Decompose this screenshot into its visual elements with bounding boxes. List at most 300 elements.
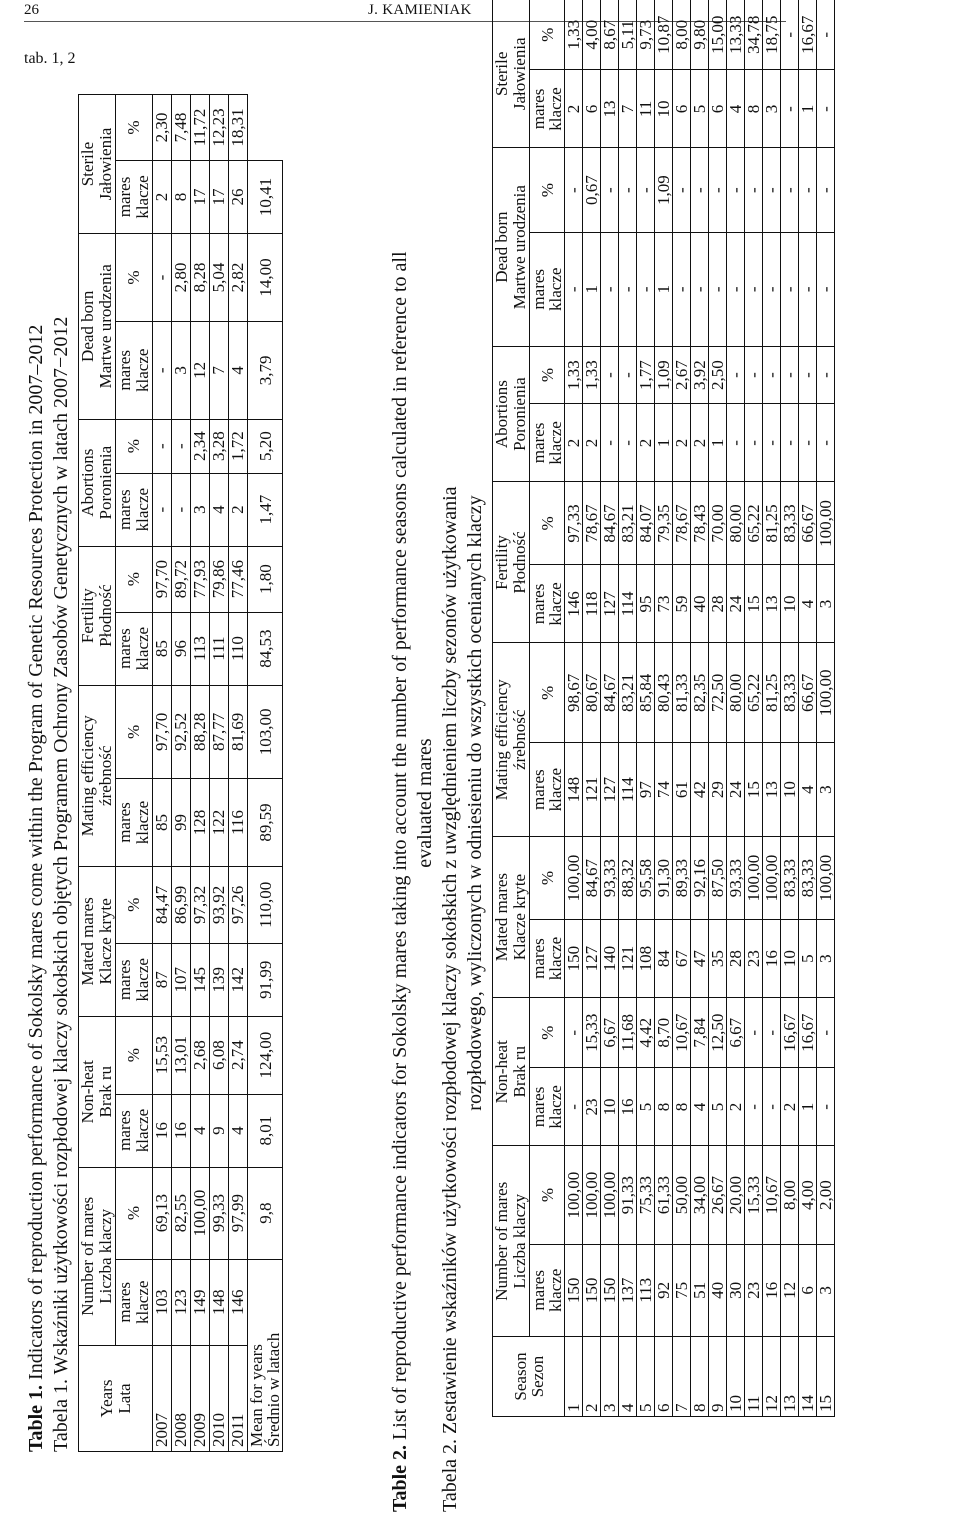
table-cell: 16,67: [799, 0, 817, 70]
table-cell: 28: [727, 920, 745, 998]
table-cell: 23: [745, 920, 763, 998]
table-cell: 2: [153, 160, 172, 233]
table-cell: 100,00: [817, 837, 835, 920]
table-row: [763, 0, 781, 1417]
group-header-en: Dead born: [492, 211, 511, 283]
table-cell: -: [673, 148, 691, 232]
table-cell: 26,67: [709, 1146, 727, 1244]
sub-klacze: klacze: [133, 348, 152, 393]
table-cell: 18,75: [763, 0, 781, 70]
table1: [78, 94, 283, 1452]
table-cell: 78,43: [691, 482, 709, 565]
table-cell: -: [745, 148, 763, 232]
table-cell: -: [153, 473, 172, 546]
table2: [492, 0, 835, 1417]
table-cell: 83,33: [781, 837, 799, 920]
table-cell: 66,67: [799, 643, 817, 743]
table-cell: -: [763, 1068, 781, 1146]
mean-cell: 124,00: [248, 1016, 283, 1094]
table-cell: 97: [637, 743, 655, 837]
table-cell: 100,00: [745, 837, 763, 920]
table-cell: -: [781, 232, 799, 346]
table-cell: 2: [691, 404, 709, 482]
table-cell: 40: [691, 565, 709, 643]
table-cell: 91,33: [619, 1146, 637, 1244]
table-row: [709, 0, 727, 1417]
table-cell: 6: [709, 70, 727, 148]
sub-klacze: klacze: [546, 936, 565, 981]
table-cell: 127: [583, 920, 601, 998]
table-row: [727, 0, 745, 1417]
table-cell: 77,93: [191, 546, 210, 612]
sub-mares: mares: [115, 959, 134, 1001]
sub-header-mares: [530, 920, 565, 998]
sub-header-pct: %: [530, 1146, 565, 1244]
table-cell: 13,33: [727, 0, 745, 70]
sub-header-pct: %: [116, 95, 153, 161]
table-cell: 17: [210, 160, 229, 233]
table-cell: 88,28: [191, 685, 210, 778]
table-row: [673, 0, 691, 1417]
table-cell: 146: [229, 1259, 248, 1345]
mean-cell: 8,01: [248, 1094, 283, 1167]
table-cell: 23: [583, 1068, 601, 1146]
sub-klacze: klacze: [133, 800, 152, 845]
table2-caption-en-2: evaluated mares: [414, 738, 436, 868]
table-cell: 10,67: [673, 998, 691, 1068]
table-cell: -: [619, 346, 637, 404]
table-cell: 1,09: [655, 346, 673, 404]
table-cell: 8: [673, 1068, 691, 1146]
season-cell: 8: [691, 1337, 709, 1417]
table-cell: 97,99: [229, 1167, 248, 1259]
table-cell: 100,00: [565, 837, 583, 920]
group-header-pl: Liczba klaczy: [510, 1193, 529, 1289]
table-cell: -: [709, 232, 727, 346]
table-cell: -: [763, 148, 781, 232]
table-row: [691, 0, 709, 1417]
sub-header-pct: %: [116, 685, 153, 778]
table-cell: -: [601, 404, 619, 482]
table-cell: 9,73: [637, 0, 655, 70]
table-cell: 8,00: [673, 0, 691, 70]
mean-cell: 103,00: [248, 685, 283, 778]
table-cell: 7,84: [691, 998, 709, 1068]
sub-header-mares: [116, 612, 153, 685]
table-cell: 92,52: [172, 685, 191, 778]
mean-cell: 84,53: [248, 612, 283, 685]
table-cell: 8: [172, 160, 191, 233]
table-cell: 2: [583, 404, 601, 482]
sub-header-pct: %: [530, 482, 565, 565]
table-cell: 1: [655, 232, 673, 346]
group-header-pl: źrebność: [96, 745, 115, 806]
sub-header-mares: [530, 1244, 565, 1336]
table-cell: 1,77: [637, 346, 655, 404]
table-cell: 15,33: [745, 1146, 763, 1244]
table-cell: 1: [655, 404, 673, 482]
table-cell: 34,78: [745, 0, 763, 70]
table-row: [565, 0, 583, 1417]
sub-mares: mares: [115, 350, 134, 391]
table-cell: 98,67: [565, 643, 583, 743]
table-cell: 13: [601, 70, 619, 148]
group-header-pl: Martwe urodzenia: [96, 264, 115, 389]
table-row: [781, 0, 799, 1417]
group-header: [79, 866, 116, 1016]
table-cell: 93,33: [601, 837, 619, 920]
table1-caption: [24, 94, 74, 1452]
table-cell: 1: [709, 404, 727, 482]
table-cell: 16,67: [781, 998, 799, 1068]
table2-season-header: Season Sezon: [493, 1337, 565, 1417]
group-header: [493, 998, 530, 1146]
table-cell: 2,82: [229, 234, 248, 322]
table-cell: 3: [763, 70, 781, 148]
sub-header-mares: [116, 1094, 153, 1167]
table-cell: 16: [153, 1094, 172, 1167]
sub-header-mares: [530, 565, 565, 643]
sub-header-pct: %: [530, 837, 565, 920]
table-cell: 2,68: [191, 1016, 210, 1094]
table-cell: -: [781, 346, 799, 404]
table-cell: 93,92: [210, 866, 229, 943]
table-cell: 1,33: [583, 346, 601, 404]
table2-block: [388, 15, 835, 1512]
table-cell: 67: [673, 920, 691, 998]
sub-header-pct: %: [116, 866, 153, 943]
table-cell: 150: [583, 1244, 601, 1336]
table-cell: 2,80: [172, 234, 191, 322]
table-cell: 116: [229, 779, 248, 867]
group-header: [79, 234, 116, 420]
year-cell: 2009: [191, 1346, 210, 1452]
table-cell: 69,13: [153, 1167, 172, 1259]
table-cell: 13: [763, 565, 781, 643]
table-cell: 4: [210, 473, 229, 546]
sub-mares: mares: [115, 489, 134, 530]
table-cell: -: [799, 346, 817, 404]
mean-cell: 9,8: [248, 1167, 283, 1259]
table-cell: -: [727, 232, 745, 346]
table-cell: 11,68: [619, 998, 637, 1068]
sub-header-mares: [116, 160, 153, 233]
table-cell: -: [601, 232, 619, 346]
table-row: [637, 0, 655, 1417]
mean-cell: 14,00: [248, 234, 283, 322]
table-cell: -: [817, 70, 835, 148]
table-cell: 29: [709, 743, 727, 837]
table-cell: 149: [191, 1259, 210, 1345]
group-header: [493, 482, 530, 643]
table-cell: -: [763, 346, 781, 404]
group-header-pl: Poronienia: [96, 445, 115, 520]
group-header: [493, 148, 530, 346]
table-cell: 97,70: [153, 546, 172, 612]
sub-header-pct: %: [116, 1167, 153, 1259]
table-cell: 65,22: [745, 643, 763, 743]
year-cell: 2010: [210, 1346, 229, 1452]
year-cell: 2008: [172, 1346, 191, 1452]
group-header-en: Abortions: [78, 448, 97, 517]
table-cell: 10,67: [763, 1146, 781, 1244]
table-cell: 99,33: [210, 1167, 229, 1259]
mean-label-en: Mean for years: [247, 1344, 266, 1447]
season-cell: 2: [583, 1337, 601, 1417]
table-cell: 59: [673, 565, 691, 643]
group-header-en: Mated mares: [492, 872, 511, 962]
group-header: [493, 346, 530, 482]
table-cell: 78,67: [673, 482, 691, 565]
table-cell: -: [745, 998, 763, 1068]
table-cell: 121: [583, 743, 601, 837]
table-cell: 51: [691, 1244, 709, 1336]
table-cell: -: [691, 148, 709, 232]
group-header-en: Non-heat: [492, 1040, 511, 1104]
table-cell: 16: [619, 1068, 637, 1146]
table-cell: 100,00: [763, 837, 781, 920]
table-row: [745, 0, 763, 1417]
table-cell: 75: [673, 1244, 691, 1336]
sub-header-pct: %: [530, 998, 565, 1068]
table-cell: 96: [172, 612, 191, 685]
sub-mares: mares: [115, 1281, 134, 1323]
table-cell: 3: [817, 743, 835, 837]
table-cell: -: [727, 148, 745, 232]
table-cell: 6,67: [601, 998, 619, 1068]
mean-cell: 1,47: [248, 473, 283, 546]
table-cell: 1,33: [565, 346, 583, 404]
table-cell: 87: [153, 943, 172, 1016]
table-cell: 8,28: [191, 234, 210, 322]
table-cell: -: [565, 148, 583, 232]
sub-header-pct: %: [116, 234, 153, 322]
table2-caption-pl-2: rozpłodowego, wyliczonych w odniesieniu do wszystkich ocenianych klaczy: [464, 495, 486, 1111]
table-cell: 65,22: [745, 482, 763, 565]
table-cell: 16,67: [799, 998, 817, 1068]
sub-header-mares: [530, 232, 565, 346]
table-cell: 84,47: [153, 866, 172, 943]
table-cell: 1,72: [229, 419, 248, 473]
table-cell: 16: [172, 1094, 191, 1167]
table-cell: -: [745, 404, 763, 482]
table-cell: 5,11: [619, 0, 637, 70]
table-reference: tab. 1, 2: [24, 50, 76, 67]
table-cell: 6: [799, 1244, 817, 1336]
group-header: [493, 0, 530, 148]
table-cell: 83,21: [619, 643, 637, 743]
table-cell: 3: [191, 473, 210, 546]
table-cell: 18,31: [229, 95, 248, 161]
table-cell: 2,74: [229, 1016, 248, 1094]
table-cell: 4,00: [583, 0, 601, 70]
group-header-pl: Poronienia: [510, 377, 529, 451]
table-cell: 5: [637, 1068, 655, 1146]
table-cell: 122: [210, 779, 229, 867]
sub-mares: mares: [115, 176, 134, 218]
table-cell: 24: [727, 743, 745, 837]
table-cell: 107: [172, 943, 191, 1016]
table-cell: 83,21: [619, 482, 637, 565]
table-cell: -: [817, 404, 835, 482]
table-cell: 7,48: [172, 95, 191, 161]
table-cell: 148: [210, 1259, 229, 1345]
table-cell: 2: [727, 1068, 745, 1146]
table-cell: 8,70: [655, 998, 673, 1068]
sub-mares: mares: [529, 769, 548, 810]
table-cell: 127: [601, 565, 619, 643]
table-cell: -: [637, 232, 655, 346]
table-cell: 5: [709, 1068, 727, 1146]
group-header-pl: Klacze kryte: [510, 873, 529, 961]
table2-caption-en-label: Table 2.: [389, 1444, 411, 1512]
sub-klacze: klacze: [133, 487, 152, 532]
table-cell: 89,72: [172, 546, 191, 612]
group-header-en: Mated mares: [78, 897, 97, 986]
table-cell: 100,00: [565, 1146, 583, 1244]
table-cell: 3,28: [210, 419, 229, 473]
table-cell: 4: [799, 565, 817, 643]
table-cell: 7: [619, 70, 637, 148]
table-row: [172, 95, 191, 1452]
table-cell: -: [745, 1068, 763, 1146]
table-cell: -: [172, 419, 191, 473]
table-cell: 13: [763, 743, 781, 837]
table-cell: 103: [153, 1259, 172, 1345]
table-cell: 148: [565, 743, 583, 837]
season-cell: 13: [781, 1337, 799, 1417]
sub-klacze: klacze: [546, 1085, 565, 1129]
sub-klacze: klacze: [546, 421, 565, 465]
table-cell: 80,67: [583, 643, 601, 743]
group-header-en: Number of mares: [492, 1181, 511, 1301]
table-cell: -: [673, 232, 691, 346]
table-cell: 91,30: [655, 837, 673, 920]
table-cell: 79,35: [655, 482, 673, 565]
table-cell: 97,70: [153, 685, 172, 778]
sub-mares: mares: [115, 628, 134, 669]
table-cell: 139: [210, 943, 229, 1016]
sub-header-pct: %: [116, 1016, 153, 1094]
sub-klacze: klacze: [546, 767, 565, 812]
table2-caption-pl-label: Tabela 2.: [439, 1438, 461, 1512]
table-cell: -: [565, 998, 583, 1068]
group-header-pl: Brak ru: [96, 1065, 115, 1118]
sub-header-mares: [116, 779, 153, 867]
table-cell: 12: [191, 322, 210, 420]
table-cell: 10: [781, 743, 799, 837]
group-header-pl: Brak ru: [510, 1046, 529, 1098]
season-cell: 7: [673, 1337, 691, 1417]
sub-klacze: klacze: [546, 87, 565, 131]
table-cell: 2,00: [817, 1146, 835, 1244]
year-cell: 2011: [229, 1346, 248, 1452]
table-cell: -: [745, 346, 763, 404]
mean-cell: 110,00: [248, 866, 283, 943]
table-cell: 11,72: [191, 95, 210, 161]
table-cell: 9: [210, 1094, 229, 1167]
group-header-pl: Jałowienia: [96, 127, 115, 201]
table-cell: 113: [637, 1244, 655, 1336]
table-cell: 4: [229, 322, 248, 420]
table-cell: 15,00: [709, 0, 727, 70]
table-cell: 99: [172, 779, 191, 867]
table-cell: -: [153, 322, 172, 420]
group-header-en: Number of mares: [78, 1196, 97, 1316]
sub-header-pct: %: [116, 419, 153, 473]
table-row: [619, 0, 637, 1417]
table-cell: 118: [583, 565, 601, 643]
table-cell: 83,33: [781, 643, 799, 743]
table-cell: 4: [691, 1068, 709, 1146]
table1-years-header: Years Lata: [79, 1346, 153, 1452]
table-cell: 70,00: [709, 482, 727, 565]
table-cell: 80,00: [727, 643, 745, 743]
table-cell: 3: [817, 1244, 835, 1336]
season-cell: 9: [709, 1337, 727, 1417]
group-header-en: Fertility: [78, 588, 97, 644]
table1-caption-en: Indicators of reproduction performance of Sokolsky mares come within the Program of Genetic Resources Protection in 2007–2012: [25, 324, 47, 1380]
sub-mares: mares: [529, 1086, 548, 1128]
table-cell: 35: [709, 920, 727, 998]
group-header: [493, 643, 530, 837]
table-cell: -: [153, 419, 172, 473]
table-cell: 95,58: [637, 837, 655, 920]
table-cell: 8: [745, 70, 763, 148]
table-cell: 140: [601, 920, 619, 998]
table-cell: 11: [637, 70, 655, 148]
group-header-en: Non-heat: [78, 1060, 97, 1124]
group-header: [79, 685, 116, 866]
table-cell: -: [727, 346, 745, 404]
group-header-en: Sterile: [492, 51, 511, 96]
table-cell: 17: [191, 160, 210, 233]
table-cell: 13,01: [172, 1016, 191, 1094]
season-cell: 14: [799, 1337, 817, 1417]
group-header: [79, 419, 116, 546]
table-cell: -: [565, 232, 583, 346]
group-header-en: Abortions: [492, 380, 511, 449]
table-cell: 6: [583, 70, 601, 148]
sub-mares: mares: [529, 938, 548, 979]
table-cell: 2: [637, 404, 655, 482]
table-cell: 137: [619, 1244, 637, 1336]
table-cell: 10: [781, 920, 799, 998]
table-cell: 87,50: [709, 837, 727, 920]
table-cell: 111: [210, 612, 229, 685]
table-cell: 145: [191, 943, 210, 1016]
table-cell: 127: [601, 743, 619, 837]
table-cell: 79,86: [210, 546, 229, 612]
table-cell: 81,25: [763, 482, 781, 565]
table-cell: 12: [781, 1244, 799, 1336]
table-cell: 77,46: [229, 546, 248, 612]
table-cell: 10: [601, 1068, 619, 1146]
table-cell: 4: [727, 70, 745, 148]
table-cell: 6: [673, 70, 691, 148]
table-cell: -: [817, 998, 835, 1068]
mean-cell: 3,79: [248, 322, 283, 420]
table-row: [229, 95, 248, 1452]
table-cell: 2,34: [191, 419, 210, 473]
table-cell: 1,09: [655, 148, 673, 232]
table-cell: 80,43: [655, 643, 673, 743]
table1-caption-pl: Wskaźniki użytkowości rozpłodowej klaczy sokołskich objętych Programem Ochrony Zasobów Genetycznych w latach 2007−2012: [50, 316, 72, 1375]
mean-label-pl: Średnio w latach: [264, 1332, 283, 1447]
table-cell: 2: [673, 404, 691, 482]
table-cell: 3: [817, 565, 835, 643]
table-cell: 84,67: [601, 482, 619, 565]
